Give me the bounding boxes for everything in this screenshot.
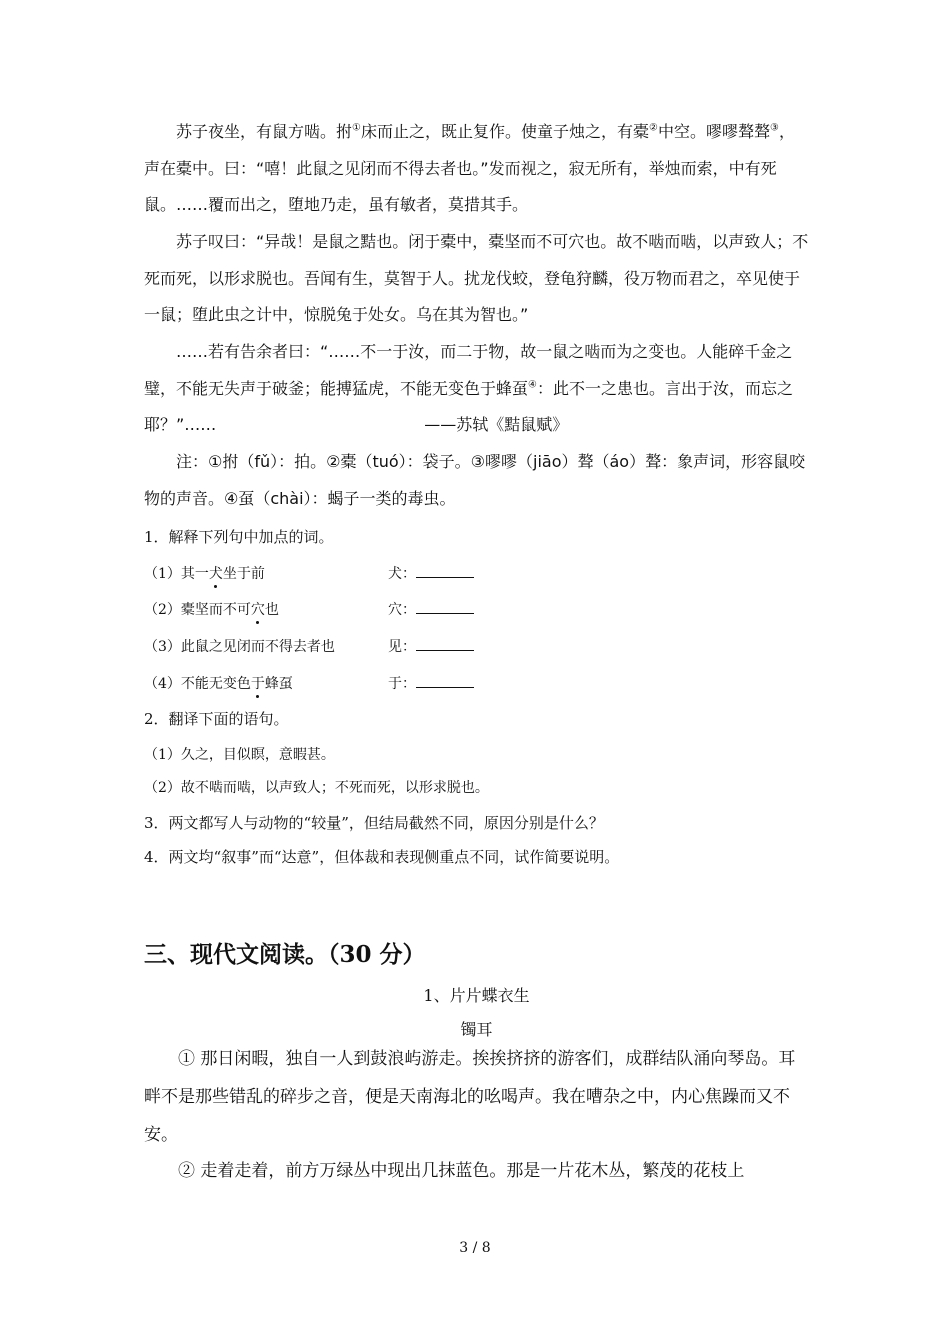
- page-number: 3 / 8: [459, 1240, 491, 1256]
- passage-note: 注：①拊（fǔ）：拍。②橐（tuó）：袋子。③嘐嘐（jiāo）聱（áo）聱：象声词，形容鼠咬物的声音。④虿（chài）：蝎子一类的毒虫。: [144, 452, 806, 508]
- question-2-title: 2．翻译下面的语句。: [144, 710, 289, 728]
- answer-blank[interactable]: [416, 675, 474, 688]
- passage-paragraph-1: 苏子夜坐，有鼠方啮。拊①床而止之，既止复作。使童子烛之，有橐②中空。嘐嘐聱聱③，声在橐中。曰：“嘻！此鼠之见闭而不得去者也。”发而视之，寂无所有，举烛而索，中有死鼠。……覆而出之，堕地乃走，虽有敏者，莫措其手。: [144, 122, 795, 214]
- answer-blank[interactable]: [416, 565, 474, 578]
- answer-blank[interactable]: [416, 638, 474, 651]
- question-1-item-2: （2）橐坚而不可穴也: [144, 602, 279, 618]
- question-1-item-1: （1）其一犬坐于前: [144, 566, 265, 582]
- article-author: 镯耳: [460, 1020, 493, 1039]
- passage-source: ——苏轼《黠鼠赋》: [424, 415, 569, 434]
- question-2-sentence-2: （2）故不啮而啮，以声致人；不死而死，以形求脱也。: [144, 780, 489, 796]
- answer-1-4[interactable]: 于：: [388, 673, 474, 693]
- question-2-sentence-1: （1）久之，目似瞑，意暇甚。: [144, 747, 335, 763]
- section-heading: 三、现代文阅读。（30 分）: [144, 941, 426, 968]
- question-3: 3．两文都写人与动物的“较量”，但结局截然不同，原因分别是什么？: [144, 814, 604, 832]
- article-paragraph-2: ② 走着走着，前方万绿丛中现出几抹蓝色。那是一片花木丛，繁茂的花枝上: [178, 1161, 745, 1181]
- answer-1-3[interactable]: 见：: [388, 636, 474, 656]
- passage-paragraph-3: ……若有告余者曰：“……不一于汝，而二于物，故一鼠之啮而为之变也。人能碎千金之璧，不能无失声于破釜；能搏猛虎，不能无变色于蜂虿④：此不一之患也。言出于汝，而忘之耶？”…… ——苏轼《黠鼠赋》: [144, 334, 809, 444]
- answer-blank[interactable]: [416, 601, 474, 614]
- question-1-item-3: （3）此鼠之见闭而不得去者也: [144, 639, 335, 655]
- answer-1-2[interactable]: 穴：: [388, 599, 474, 619]
- answer-1-1[interactable]: 犬：: [388, 563, 474, 583]
- question-1-item-4: （4）不能无变色于蜂虿: [144, 676, 293, 692]
- question-4: 4．两文均“叙事”而“达意”，但体裁和表现侧重点不同，试作简要说明。: [144, 848, 620, 866]
- question-1-title: 1．解释下列句中加点的词。: [144, 528, 334, 546]
- article-title: 1、片片蝶衣生: [423, 986, 530, 1005]
- article-paragraph-1: ① 那日闲暇，独自一人到鼓浪屿游走。挨挨挤挤的游客们，成群结队涌向琴岛。耳畔不是那些错乱的碎步之音，便是天南海北的吆喝声。我在嘈杂之中，内心焦躁而又不安。: [144, 1049, 796, 1145]
- passage-paragraph-2: 苏子叹曰：“异哉！是鼠之黠也。闭于橐中，橐坚而不可穴也。故不啮而啮，以声致人；不死而死，以形求脱也。吾闻有生，莫智于人。扰龙伐蛟，登龟狩麟，役万物而君之，卒见使于一鼠；堕此虫之计中，惊脱兔于处女。乌在其为智也。”: [144, 232, 809, 324]
